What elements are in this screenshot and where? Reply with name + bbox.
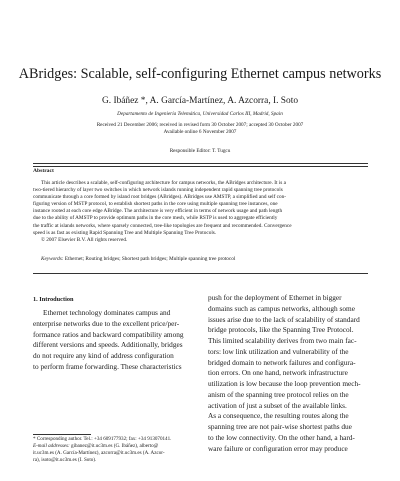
paper-title: ABridges: Scalable, self-configuring Ethernet campus networks xyxy=(18,66,382,82)
abstract-line: figuring version of MSTP protocol, to establish shortest paths in the core using multiple spanning tree instances, one xyxy=(33,201,278,208)
email-addresses xyxy=(33,443,195,450)
body-line: utilization is low because the loop prevention mech- xyxy=(208,379,361,388)
abstract-line: the traffic at islands networks, where sparsely connected, tree-like topologies are frequent and recommended. Convergence xyxy=(33,222,292,229)
body-line: to the low connectivity. On the other hand, a hard- xyxy=(208,432,355,442)
body-line: ware failure or configuration error may produce xyxy=(208,443,348,453)
body-line: to perform frame forwarding. These characteristics xyxy=(33,361,182,371)
abstract-line: communicate through a core formed by island root bridges (ABridges). ABridges use AMSTP, a simplified and self con- xyxy=(33,194,286,201)
abstract-line: speed is as fast as existing Rapid Spanning Tree and Multiple Spanning Tree Protocols. xyxy=(33,229,217,236)
available-online: Available online 6 November 2007 xyxy=(163,129,237,135)
body-line: bridge protocols, like the Spanning Tree Protocol. xyxy=(208,325,354,335)
keywords xyxy=(41,256,368,263)
abstract-line: This article describes a scalable, self-configuring architecture for campus networks, the ABridges architecture. It is a xyxy=(41,180,286,186)
body-line: This limited scalability derives from two main fac- xyxy=(208,336,357,345)
abstract-line: two-tiered hierarchy of layer two switches in which network islands running independent rapid spanning tree protocols xyxy=(33,187,283,194)
keywords-label: Keywords: xyxy=(41,256,64,262)
body-line: anism of the spanning tree protocol relies on the xyxy=(208,389,349,399)
footnote-divider xyxy=(33,434,91,435)
abstract-line: due to the ability of AMSTP to provide optimum paths in the core mesh, while RSTP is used to aggregate efficiently xyxy=(33,215,278,222)
copyright: © 2007 Elsevier B.V. All rights reserved. xyxy=(41,236,128,243)
responsible-editor: Responsible Editor: T. Tugcu xyxy=(169,148,231,154)
body-line: tion errors. On one hand, network infrastructure xyxy=(208,368,348,378)
divider-top xyxy=(33,163,368,164)
left-column-text xyxy=(33,308,195,373)
body-line: bridged domain to network failures and configura- xyxy=(208,357,356,367)
received-dates: Received 21 December 2006; received in revised form 30 October 2007; accepted 30 October 2007 xyxy=(96,122,304,128)
body-line: issues arise due to the lack of scalability of standard xyxy=(208,314,360,324)
body-line: Ethernet technology dominates campus and xyxy=(43,308,171,317)
abstract-heading: Abstract xyxy=(33,168,54,174)
email-line: ra), isoto@it.uc3m.es (I. Soto). xyxy=(33,456,97,463)
body-line: tors: low link utilization and vulnerability of the xyxy=(208,346,349,356)
keywords-text: Ethernet; Routing bridges; Shortest path bridges; Multiple spanning tree protocol xyxy=(63,256,236,262)
body-line: different versions and speeds. Additionally, bridges xyxy=(33,340,183,350)
body-line: push for the deployment of Ethernet in bigger xyxy=(208,293,342,302)
email-line: gibanez@it.uc3m.es (G. Ibáñez), alberto@ xyxy=(69,442,159,449)
body-line: domains such as campus networks, although some xyxy=(208,303,355,313)
footnote xyxy=(33,436,195,464)
corresponding-author: * Corresponding author. Tel.: +34 609177932; fax: +34 913070141. xyxy=(33,436,172,442)
body-line: spanning tree are not pair-wise shortest paths due xyxy=(208,422,352,431)
abstract-body xyxy=(33,180,368,244)
body-line: As a consequence, the resulting routes along the xyxy=(208,411,349,421)
body-line: enterprise networks due to the excellent price/per- xyxy=(33,318,180,328)
affiliation: Departamento de Ingeniería Telemática, Universidad Carlos III, Madrid, Spain xyxy=(117,111,283,117)
body-line: do not require any kind of address configuration xyxy=(33,351,174,360)
body-line: formance ratios and backward compatibility among xyxy=(33,329,184,339)
divider-keywords xyxy=(33,273,368,274)
right-column-text xyxy=(208,293,368,454)
section-heading: 1. Introduction xyxy=(33,296,74,303)
abstract-line: instance rooted at each core edge ABridge. The architecture is very efficient in terms of network usage and path length xyxy=(33,208,283,215)
email-label: E-mail addresses: xyxy=(33,442,70,449)
divider-abstract xyxy=(33,166,368,167)
body-line: activation of just a subset of the available links. xyxy=(208,400,347,410)
email-line: it.uc3m.es (A. García-Martínez), azcorra@it.uc3m.es (A. Azcor- xyxy=(33,449,165,456)
author-list: G. Ibáñez *, A. García-Martínez, A. Azcorra, I. Soto xyxy=(101,96,299,106)
